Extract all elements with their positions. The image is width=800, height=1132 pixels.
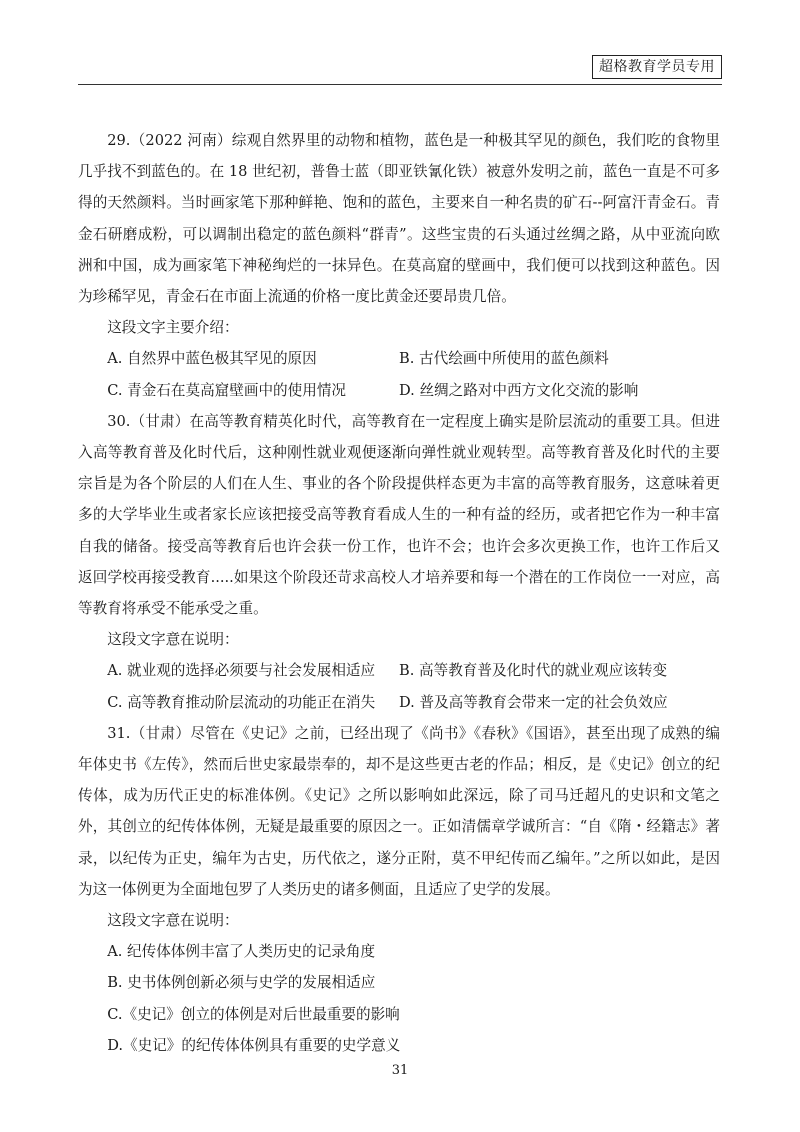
answer-options [78,343,720,405]
watermark-label: 超格教育学员专用 [592,55,722,79]
option-b: B. 史书体例创新必须与史学的发展相适应 [107,974,376,992]
question-prompt: 这段文字主要介绍： [107,319,239,337]
document-body [78,125,720,1061]
option-b: B. 高等教育普及化时代的就业观应该转变 [399,662,668,680]
option-b: B. 古代绘画中所使用的蓝色颜料 [399,350,609,368]
option-c: C. 高等教育推动阶层流动的功能正在消失 [107,693,376,711]
option-d: D.《史记》的纪传体体例具有重要的史学意义 [107,1036,401,1054]
question-passage: 30.（甘肃）在高等教育精英化时代，高等教育在一定程度上确实是阶层流动的重要工具。但进入高等教育普及化时代后，这种刚性就业观便逐渐向弹性就业观转型。高等教育普及化时代的主要宗旨是为各个阶层的人们在人生、事业的各个阶段提供样态更为丰富的高等教育服务，这意味着更多的大学毕业生或者家长应该把接受高等教育看成人生的一种有益的经历，或者把它作为一种丰富自我的储备。接受高等教育后也许会获一份工作，也许不会；也许会多次更换工作，也许工作后又返回学校再接受教育.....如果这个阶段还苛求高校人才培养要和每一个潜在的工作岗位一一对应，高等教育将承受不能承受之重。 [78,412,720,618]
option-a: A. 纪传体体例丰富了人类历史的记录角度 [107,943,376,961]
question-29 [78,125,720,406]
option-c: C. 青金石在莫高窟壁画中的使用情况 [107,381,347,399]
question-passage: 29.（2022 河南）综观自然界里的动物和植物，蓝色是一种极其罕见的颜色，我们吃的食物里几乎找不到蓝色的。在 18 世纪初，普鲁士蓝（即亚铁氰化铁）被意外发明之前，蓝色一直是不可多得的天然颜料。当时画家笔下那种鲜艳、饱和的蓝色，主要来自一种名贵的矿石--阿富汗青金石。青金石研磨成粉，可以调制出稳定的蓝色颜料“群青”。这些宝贵的石头通过丝绸之路，从中亚流向欧洲和中国，成为画家笔下神秘绚烂的一抹异色。在莫高窟的壁画中，我们便可以找到这种蓝色。因为珍稀罕见，青金石在市面上流通的价格一度比黄金还要昂贵几倍。 [78,132,720,306]
option-d: D. 普及高等教育会带来一定的社会负效应 [399,693,668,711]
question-30 [78,406,720,718]
header-divider [78,84,722,85]
question-prompt: 这段文字意在说明： [107,912,239,930]
option-d: D. 丝绸之路对中西方文化交流的影响 [399,381,639,399]
question-prompt: 这段文字意在说明： [107,631,239,649]
answer-options [78,655,720,717]
question-31 [78,718,720,1061]
option-a: A. 就业观的选择必须要与社会发展相适应 [107,662,376,680]
option-a: A. 自然界中蓝色极其罕见的原因 [107,350,317,368]
question-passage: 31.（甘肃）尽管在《史记》之前，已经出现了《尚书》《春秋》《国语》，甚至出现了成熟的编年体史书《左传》，然而后世史家最崇奉的，却不是这些更古老的作品；相反，是《史记》创立的纪传体，成为历代正史的标准体例。《史记》之所以影响如此深远，除了司马迁超凡的史识和文笔之外，其创立的纪传体体例，无疑是最重要的原因之一。正如清儒章学诚所言：“自《隋・经籍志》著录，以纪传为正史，编年为古史，历代依之，遂分正附，莫不甲纪传而乙编年。”之所以如此，是因为这一体例更为全面地包罗了人类历史的诸多侧面，且适应了史学的发展。 [78,724,720,898]
option-c: C.《史记》创立的体例是对后世最重要的影响 [107,1005,400,1023]
page-number: 31 [391,1063,409,1078]
